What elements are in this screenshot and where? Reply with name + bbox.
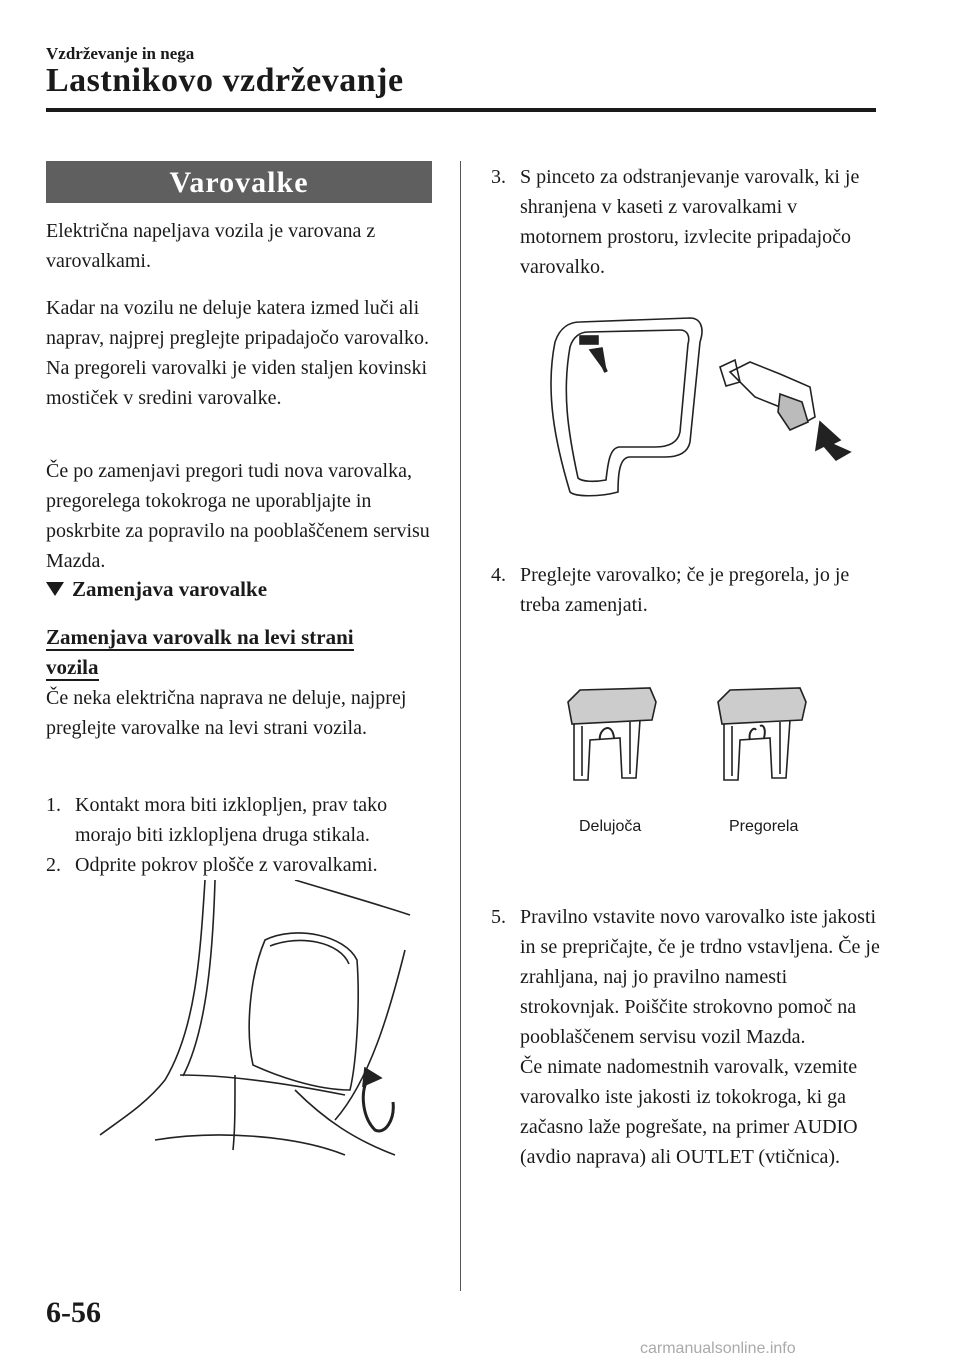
fuse-comparison-illustration [560,680,820,795]
step-4 [491,560,881,620]
paragraph-left-side: Če neka električna naprava ne deluje, najprej preglejte varovalke na levi strani vozila. [46,687,407,739]
paragraph-check: Kadar na vozilu ne deluje katera izmed luči ali naprav, najprej preglejte pripadajočo varovalko. Na pregoreli varovalki je viden staljen kovinski mostiček v sredini varovalke. [46,297,429,409]
paragraph-warning: Če po zamenjavi pregori tudi nova varovalka, pregorelega tokokroga ne uporabljajte in poskrbite za popravilo na pooblaščenem servisu Mazda. [46,460,430,572]
step-text: Preglejte varovalko; če je pregorela, jo je treba zamenjati. [520,564,850,616]
step-1 [46,790,441,850]
step-number: 1. [46,794,61,816]
section-band-title: Varovalke [46,161,432,203]
step-3 [491,162,881,282]
step-number: 3. [491,166,506,188]
step-text-continued: Če nimate nadomestnih varovalk, vzemite varovalko iste jakosti iz tokokroga, ki ga začasno laže pogrešate, na primer AUDIO (avdio naprava) ali OUTLET (vtičnica). [520,1056,858,1168]
step-2 [46,850,441,880]
page-title: Lastnikovo vzdrževanje [46,62,404,99]
step-number: 2. [46,854,61,876]
step-number: 5. [491,906,506,928]
subheading-text: Zamenjava varovalke [72,577,268,601]
fuse-puller-illustration [540,312,860,512]
title-rule [46,108,876,112]
triangle-marker-icon [46,582,64,596]
caption-blown-fuse: Pregorela [729,818,799,835]
sub-subheading-line2: vozila [46,655,99,679]
sub-subheading-line1: Zamenjava varovalk na levi strani [46,625,354,649]
blown-fuse-icon [718,688,806,780]
subheading [46,577,267,602]
good-fuse-icon [568,688,656,780]
section-label: Vzdrževanje in nega [46,44,195,63]
step-number: 4. [491,564,506,586]
page-number: 6-56 [46,1296,101,1329]
step-text: S pinceto za odstranjevanje varovalk, ki je shranjena v kaseti z varovalkami v motornem prostoru, izvlecite pripadajočo varovalko. [520,166,860,278]
step-text: Odprite pokrov plošče z varovalkami. [75,854,378,876]
step-5 [491,902,881,1172]
watermark: carmanualsonline.info [640,1340,796,1357]
caption-working-fuse: Delujoča [579,818,642,835]
step-text: Kontakt mora biti izklopljen, prav tako morajo biti izklopljena druga stikala. [75,794,388,846]
fuse-cover-illustration [95,880,415,1160]
paragraph-intro: Električna napeljava vozila je varovana z varovalkami. [46,220,376,272]
step-text: Pravilno vstavite novo varovalko iste jakosti in se prepričajte, če je trdno vstavljena. Če je zrahljana, naj jo pravilno namesti strokovnjak. Poiščite strokovno pomoč na pooblaščenem servisu vozil Mazda. [520,906,880,1048]
column-divider [460,161,461,1291]
sub-subheading [46,622,354,682]
